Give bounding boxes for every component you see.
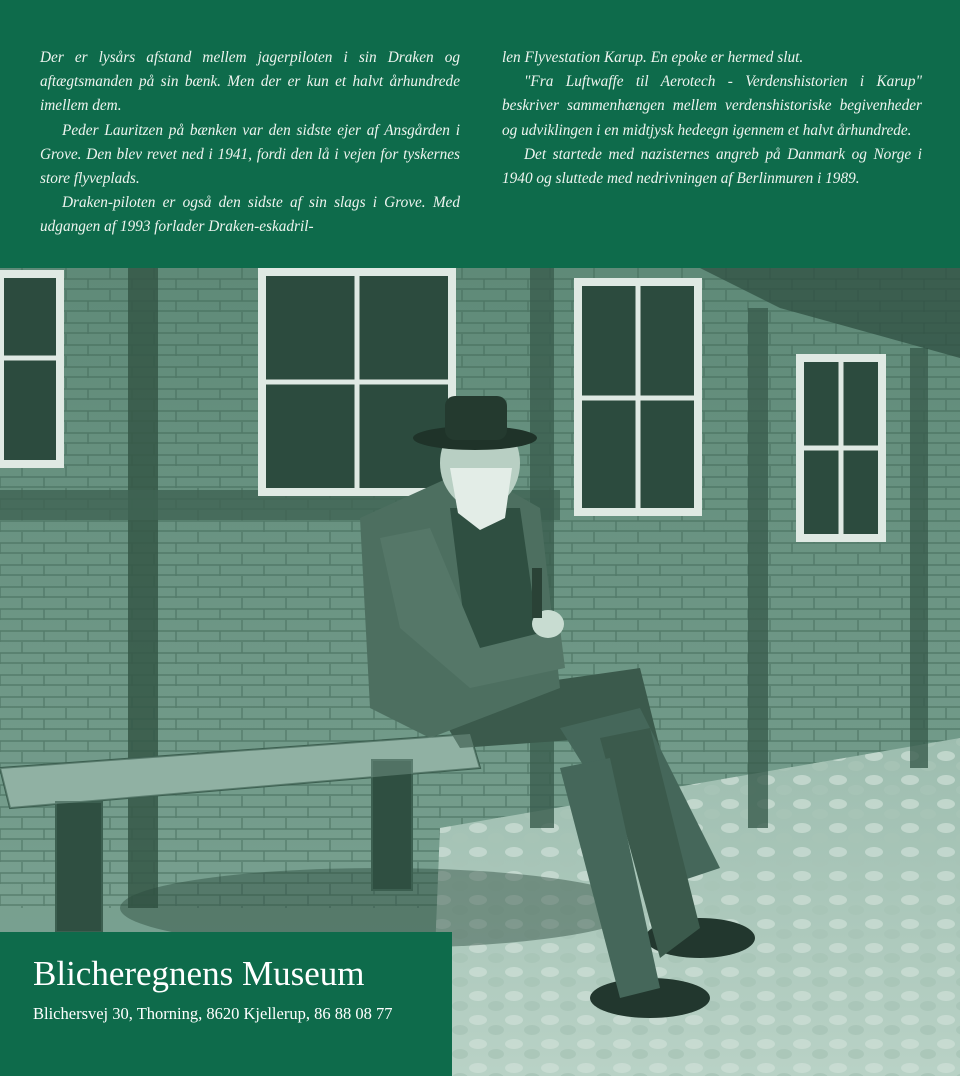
text-column-left: [40, 46, 460, 240]
paragraph: len Flyvestation Karup. En epoke er hermed slut.: [502, 49, 804, 66]
back-cover-text-band: [0, 0, 960, 268]
museum-caption-box: [0, 932, 452, 1076]
text-column-right: [502, 46, 922, 191]
paragraph: "Fra Luftwaffe til Aerotech - Verdenshistorien i Karup" beskriver sammenhængen mellem verdenshistoriske begivenheder og udviklingen i en midtjysk hedeegn igennem et halvt århundrede.: [502, 73, 922, 139]
museum-name: Blicheregnens Museum: [33, 954, 365, 993]
paragraph: Draken-piloten er også den sidste af sin slags i Grove. Med udgangen af 1993 forlader Draken-eskadril-: [40, 194, 460, 236]
paragraph: Der er lysårs afstand mellem jagerpiloten i sin Draken og aftægtsmanden på sin bænk. Men der er kun et halvt århundrede imellem dem.: [40, 49, 460, 115]
museum-address: Blichersvej 30, Thorning, 8620 Kjellerup, 86 88 08 77: [33, 1004, 393, 1023]
paragraph: Peder Lauritzen på bænken var den sidste ejer af Ansgården i Grove. Den blev revet ned i 1941, fordi den lå i vejen for tyskernes store flyveplads.: [40, 121, 460, 188]
paragraph: Det startede med nazisternes angreb på Danmark og Norge i 1940 og sluttede med nedrivningen af Berlinmuren i 1989.: [502, 145, 922, 188]
